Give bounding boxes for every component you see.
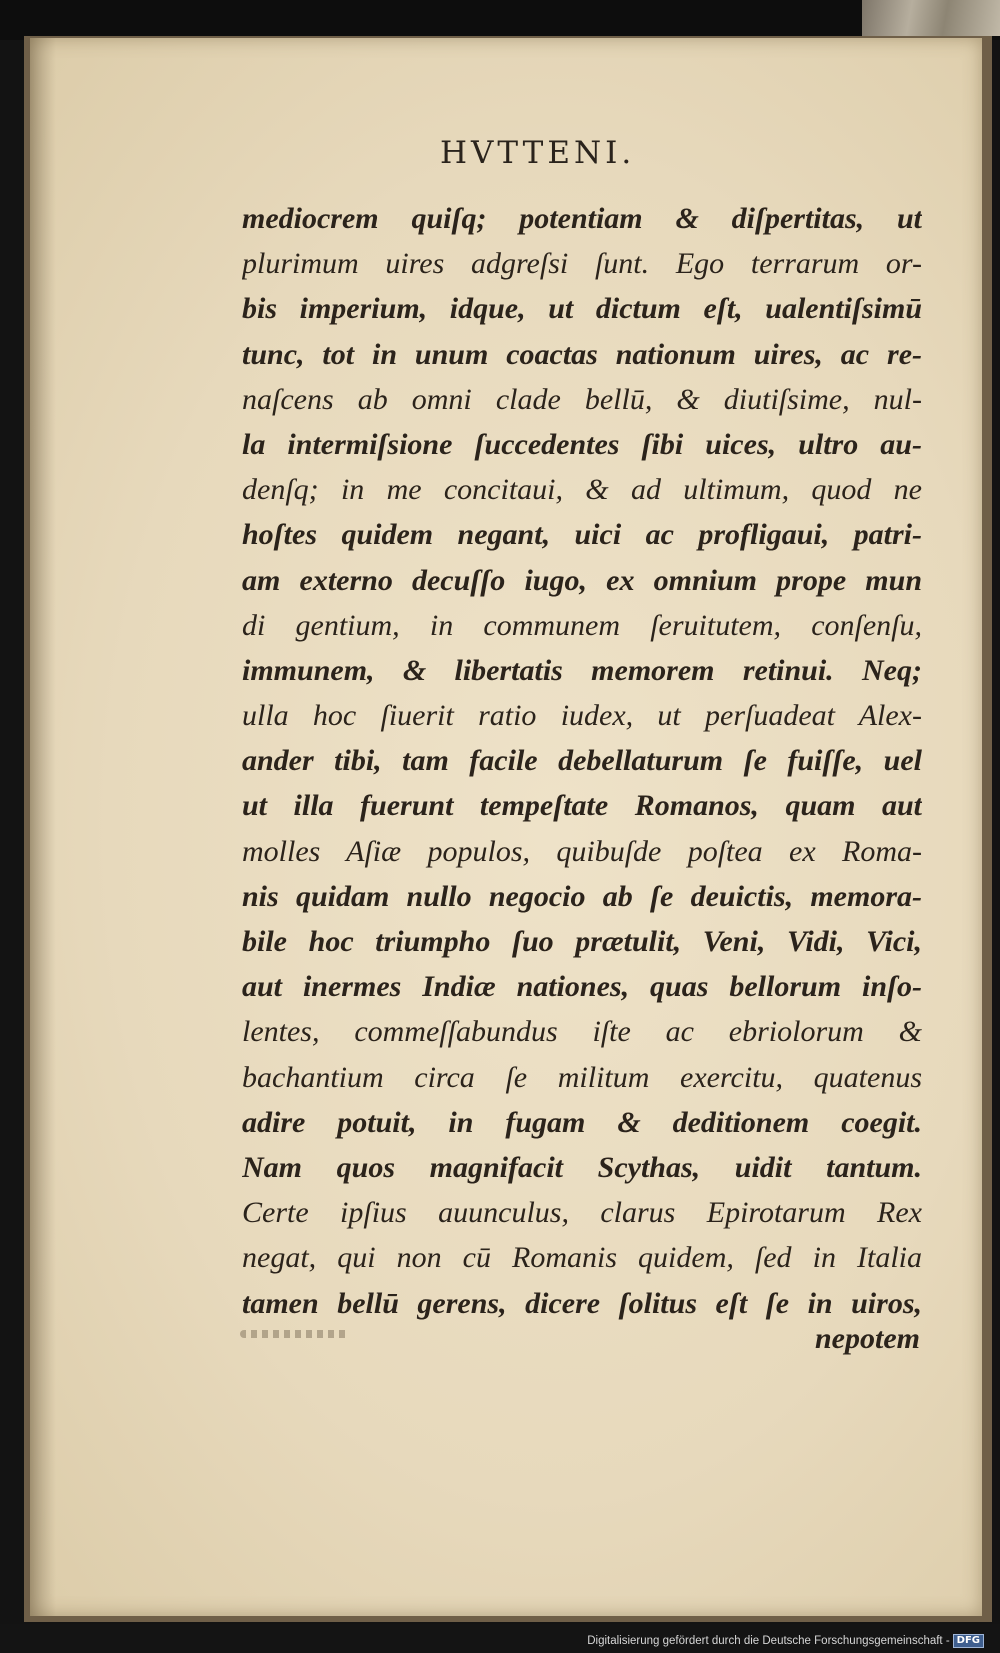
text-line: la intermiſsione ſuccedentes ſibi uices, ultro au- [242,427,922,461]
text-line: ut illa fuerunt tempeſtate Romanos, quam aut [242,789,922,823]
credit-text: Digitalisierung gefördert durch die Deutsche Forschungsgemeinschaft - [587,1635,950,1648]
digitization-credit [580,1634,984,1648]
text-line: ulla hoc ſiuerit ratio iudex, ut perſuadeat Alex- [242,699,922,733]
body-text [242,196,922,1326]
text-line: ander tibi, tam facile debellaturum ſe fuiſſe, uel [242,744,922,778]
dfg-logo: DFG [953,1634,984,1648]
text-line: Nam quos magnifacit Scythas, uidit tantum. [242,1150,922,1184]
text-line: negat, qui non cū Romanis quidem, ſed in Italia [242,1241,922,1275]
text-line: am externo decuſſo iugo, ex omnium prope mun [242,563,922,597]
scan-background-top [0,0,1000,40]
text-line: bis imperium, idque, ut dictum eſt, ualentiſsimū [242,292,922,326]
text-line: tamen bellū gerens, dicere ſolitus eſt ſe in uiros, [242,1286,922,1320]
text-line: molles Aſiæ populos, quibuſde poſtea ex Roma- [242,834,922,868]
text-line: mediocrem quiſq; potentiam & diſpertitas, ut [242,202,922,235]
text-line: immunem, & libertatis memorem retinui. Neq; [242,653,922,687]
text-line: hoſtes quidem negant, uici ac profligaui, patri- [242,518,922,552]
text-line: Certe ipſius auunculus, clarus Epirotarum Rex [242,1196,922,1230]
text-line: aut inermes Indiæ nationes, quas bellorum inſo- [242,970,922,1004]
gutter-shadow [30,38,56,1616]
text-line: plurimum uires adgreſsi ſunt. Ego terrarum or- [242,247,922,281]
text-line: bachantium circa ſe militum exercitu, quatenus [242,1060,922,1094]
scan-corner-scrap [862,0,1000,36]
ink-bleed-mark [240,1330,350,1338]
running-head: HVTTENI. [440,135,636,171]
catchword: nepotem [815,1322,920,1355]
text-line: adire potuit, in fugam & deditionem coegit. [242,1105,922,1139]
text-line: nis quidam nullo negocio ab ſe deuictis, memora- [242,879,922,913]
text-line: bile hoc triumpho ſuo prætulit, Veni, Vidi, Vici, [242,925,922,958]
text-line: lentes, commeſſabundus iſte ac ebriolorum & [242,1015,922,1049]
text-line: di gentium, in communem ſeruitutem, conſenſu, [242,608,922,642]
text-line: tunc, tot in unum coactas nationum uires, ac re- [242,337,922,371]
text-line: naſcens ab omni clade bellū, & diutiſsime, nul- [242,382,922,416]
text-line: denſq; in me concitaui, & ad ultimum, quod ne [242,473,922,507]
